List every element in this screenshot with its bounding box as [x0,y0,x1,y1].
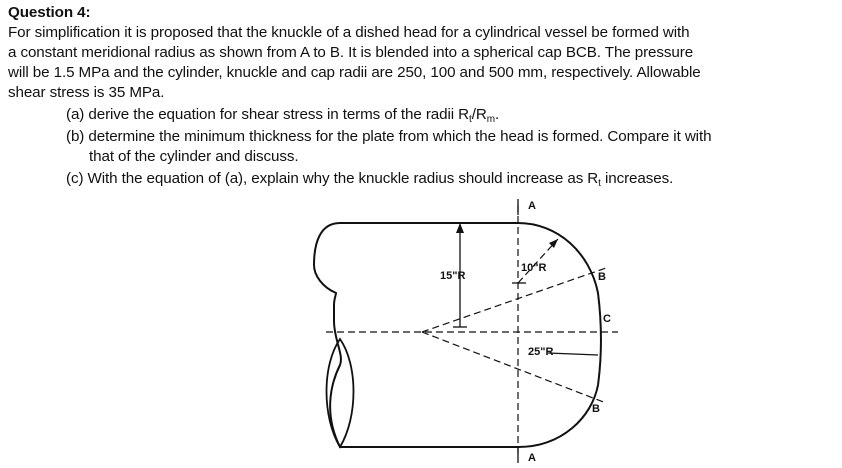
part-a-suffix: . [494,106,500,123]
head-outline [388,223,601,447]
paragraph-line-2: a constant meridional radius as shown from A to B. It is blended into a spherical cap BCB. The pressure [8,44,694,61]
label-b-top: B [598,271,606,283]
label-cyl-radius: 15"R [440,270,466,282]
part-b-line-2: that of the cylinder and discuss. [89,148,299,165]
label-b-bottom: B [592,403,600,415]
paragraph-line-4: shear stress is 35 MPa. [8,84,165,101]
part-a-sub-t: t [469,114,472,125]
cap-radius-line-down [422,332,606,403]
part-a [66,105,499,129]
part-c-suffix: increases. [600,170,674,187]
part-a-mid: /R [471,106,487,123]
part-c [66,169,673,193]
label-a-top: A [528,200,536,212]
paragraph-line-1: For simplification it is proposed that the knuckle of a dished head for a cylindrical vessel be formed with [8,24,690,41]
part-a-sub-m: m [486,114,495,125]
label-a-bottom: A [528,452,536,464]
cylinder-outline [314,223,518,447]
part-c-sub-t: t [598,178,601,189]
cap-radius-leader [548,353,598,355]
label-cap-radius: 25"R [528,346,554,358]
part-b-line-1: (b) determine the minimum thickness for the plate from which the head is formed. Compare it with [66,128,712,145]
paragraph-line-3: will be 1.5 MPa and the cylinder, knuckle and cap radii are 250, 100 and 500 mm, respectively. Allowable [8,64,701,81]
label-knuckle-radius: 10"R [521,262,547,274]
vessel-head-diagram [300,195,630,465]
question-heading: Question 4: [8,4,91,21]
label-c: C [603,313,611,325]
cyl-radius-arrowhead [456,223,464,233]
part-a-prefix: (a) derive the equation for shear stress in terms of the radii R [66,106,470,123]
part-c-prefix: (c) With the equation of (a), explain why the knuckle radius should increase as R [66,170,599,187]
